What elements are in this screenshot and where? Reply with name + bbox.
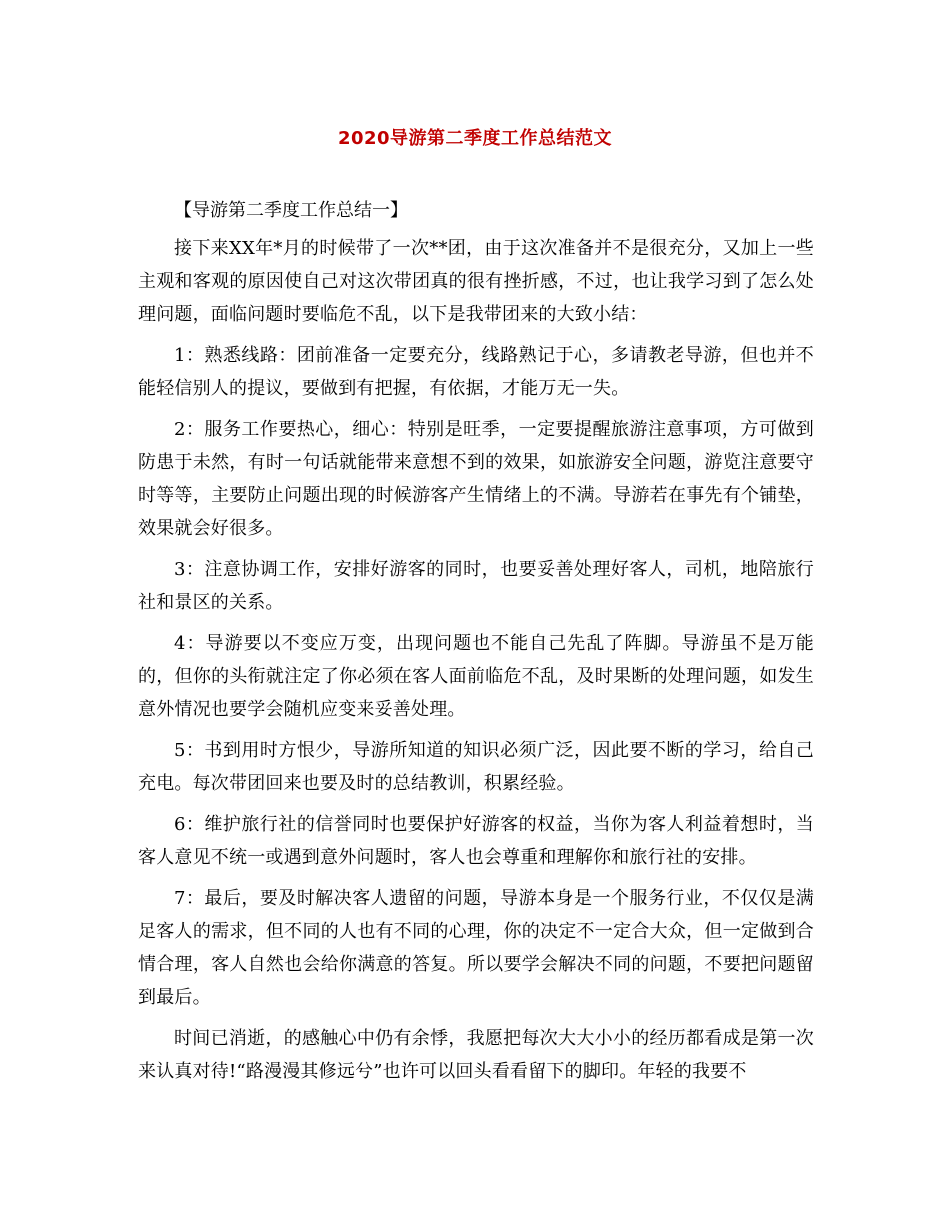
paragraph-point-4: 4：导游要以不变应万变，出现问题也不能自己先乱了阵脚。导游虽不是万能的，但你的头衔就注定了你必须在客人面前临危不乱，及时果断的处理问题，如发生意外情况也要学会随机应变来妥善处理。 [138,633,814,720]
paragraph-point-3: 3：注意协调工作，安排好游客的同时，也要妥善处理好客人，司机，地陪旅行社和景区的关系。 [138,559,814,613]
paragraph-point-7: 7：最后，要及时解决客人遗留的问题，导游本身是一个服务行业，不仅仅是满足客人的需求，但不同的人也有不同的心理，你的决定不一定合大众，但一定做到合情合理，客人自然也会给你满意的答复。所以要学会解决不同的问题，不要把问题留到最后。 [138,888,814,1008]
paragraph-point-5: 5：书到用时方恨少，导游所知道的知识必须广泛，因此要不断的学习，给自己充电。每次带团回来也要及时的总结教训，积累经验。 [138,740,814,794]
paragraph-point-2: 2：服务工作要热心，细心：特别是旺季，一定要提醒旅游注意事项，方可做到防患于未然，有时一句话就能带来意想不到的效果，如旅游安全问题，游览注意要守时等等，主要防止问题出现的时候游客产生情绪上的不满。导游若在事先有个铺垫，效果就会好很多。 [138,419,814,539]
paragraph-intro: 接下来XX年*月的时候带了一次**团，由于这次准备并不是很充分，又加上一些主观和客观的原因使自己对这次带团真的很有挫折感，不过，也让我学习到了怎么处理问题，面临问题时要临危不乱，以下是我带团来的大致小结： [138,238,814,325]
document-title: 2020导游第二季度工作总结范文 [337,128,613,149]
section-heading: 【导游第二季度工作总结一】 [174,200,408,221]
document-body [138,194,814,1096]
paragraph-point-1: 1：熟悉线路：团前准备一定要充分，线路熟记于心，多请教老导游，但也并不能轻信别人的提议，要做到有把握，有依据，才能万无一失。 [138,345,814,399]
paragraph-closing: 时间已消逝，的感触心中仍有余悸，我愿把每次大大小小的经历都看成是第一次来认真对待!“路漫漫其修远兮”也许可以回头看看留下的脚印。年轻的我要不 [138,1028,814,1082]
paragraph-point-6: 6：维护旅行社的信誉同时也要保护好游客的权益，当你为客人利益着想时，当客人意见不统一或遇到意外问题时，客人也会尊重和理解你和旅行社的安排。 [138,814,814,868]
